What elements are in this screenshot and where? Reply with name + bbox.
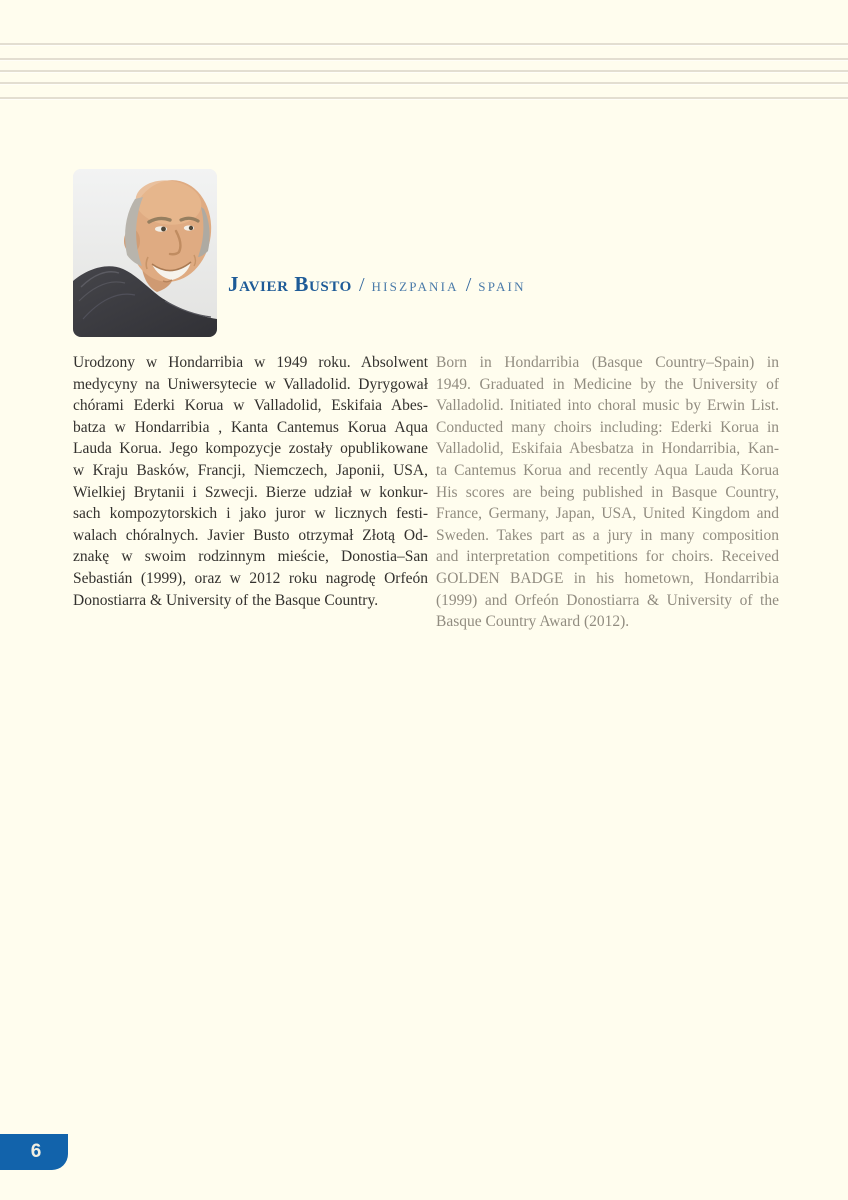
- bio-en-line: Valladolid, Eskifaia Abesbatza in Hondarribia, Kan-: [436, 440, 779, 458]
- bio-polish-column: [73, 352, 428, 611]
- bio-en-line: (1999) and Orfeón Donostiarra & University of the: [436, 591, 779, 609]
- bio-pl-line: Wielkiej Brytanii i Szwecji. Bierze udział w konkur-: [73, 483, 428, 501]
- artist-heading: [228, 272, 526, 298]
- bio-pl-line: chórami Ederki Korua w Valladolid, Eskifaia Abes-: [73, 397, 428, 415]
- bio-en-line: Conducted many choirs including: Ederki Korua in: [436, 418, 779, 436]
- portrait-illustration: [73, 169, 217, 337]
- bio-en-line: His scores are being published in Basque Country,: [436, 483, 779, 501]
- bio-english-column: [436, 352, 779, 633]
- bio-en-line: and interpretation competitions for choirs. Received: [436, 548, 779, 566]
- bio-pl-line: Donostiarra & University of the Basque Country.: [73, 591, 379, 609]
- bio-pl-line: medycyny na Uniwersytecie w Valladolid. Dyrygował: [73, 375, 428, 393]
- bio-pl-line: walach chóralnych. Javier Busto otrzymał Złotą Od-: [73, 526, 428, 544]
- staff-line: [0, 43, 848, 46]
- bio-pl-line: znakę w swoim rodzinnym mieście, Donostia–San: [73, 548, 428, 566]
- staff-line: [0, 82, 848, 85]
- bio-pl-line: Sebastián (1999), oraz w 2012 roku nagrodę Orfeón: [73, 569, 428, 587]
- staff-line: [0, 58, 848, 61]
- bio-pl-line: Urodzony w Hondarribia w 1949 roku. Absolwent: [73, 354, 428, 371]
- bio-pl-line: batza w Hondarribia , Kanta Cantemus Korua Aqua: [73, 418, 428, 436]
- artist-country-pl: hiszpania: [371, 275, 459, 296]
- bio-en-line: Sweden. Takes part as a jury in many composition: [436, 526, 779, 544]
- bio-pl-line: w Kraju Basków, Francji, Niemczech, Japonii, USA,: [73, 461, 428, 479]
- bio-en-line: 1949. Graduated in Medicine by the University of: [436, 375, 779, 393]
- bio-en-line: France, Germany, Japan, USA, United Kingdom and: [436, 505, 779, 523]
- staff-line: [0, 70, 848, 73]
- bio-en-line: GOLDEN BADGE in his hometown, Hondarribia: [436, 569, 779, 587]
- separator-slash: /: [465, 274, 472, 296]
- artist-name: Javier Busto: [228, 272, 352, 296]
- portrait-photo: [73, 169, 217, 337]
- bio-en-line: Born in Hondarribia (Basque Country–Spain) in: [436, 354, 779, 371]
- separator-slash: /: [358, 274, 365, 296]
- bio-pl-line: sach kompozytorskich i jako juror w licznych festi-: [73, 505, 428, 523]
- page-number: 6: [30, 1141, 42, 1162]
- staff-line: [0, 97, 848, 100]
- bio-en-line: Basque Country Award (2012).: [436, 613, 630, 631]
- bio-en-line: Valladolid. Initiated into choral music by Erwin List.: [436, 397, 779, 415]
- page-number-tab: [0, 1134, 68, 1170]
- bio-en-line: ta Cantemus Korua and recently Aqua Lauda Korua: [436, 461, 779, 479]
- bio-pl-line: Lauda Korua. Jego kompozycje zostały opublikowane: [73, 440, 428, 458]
- artist-country-en: spain: [478, 275, 526, 296]
